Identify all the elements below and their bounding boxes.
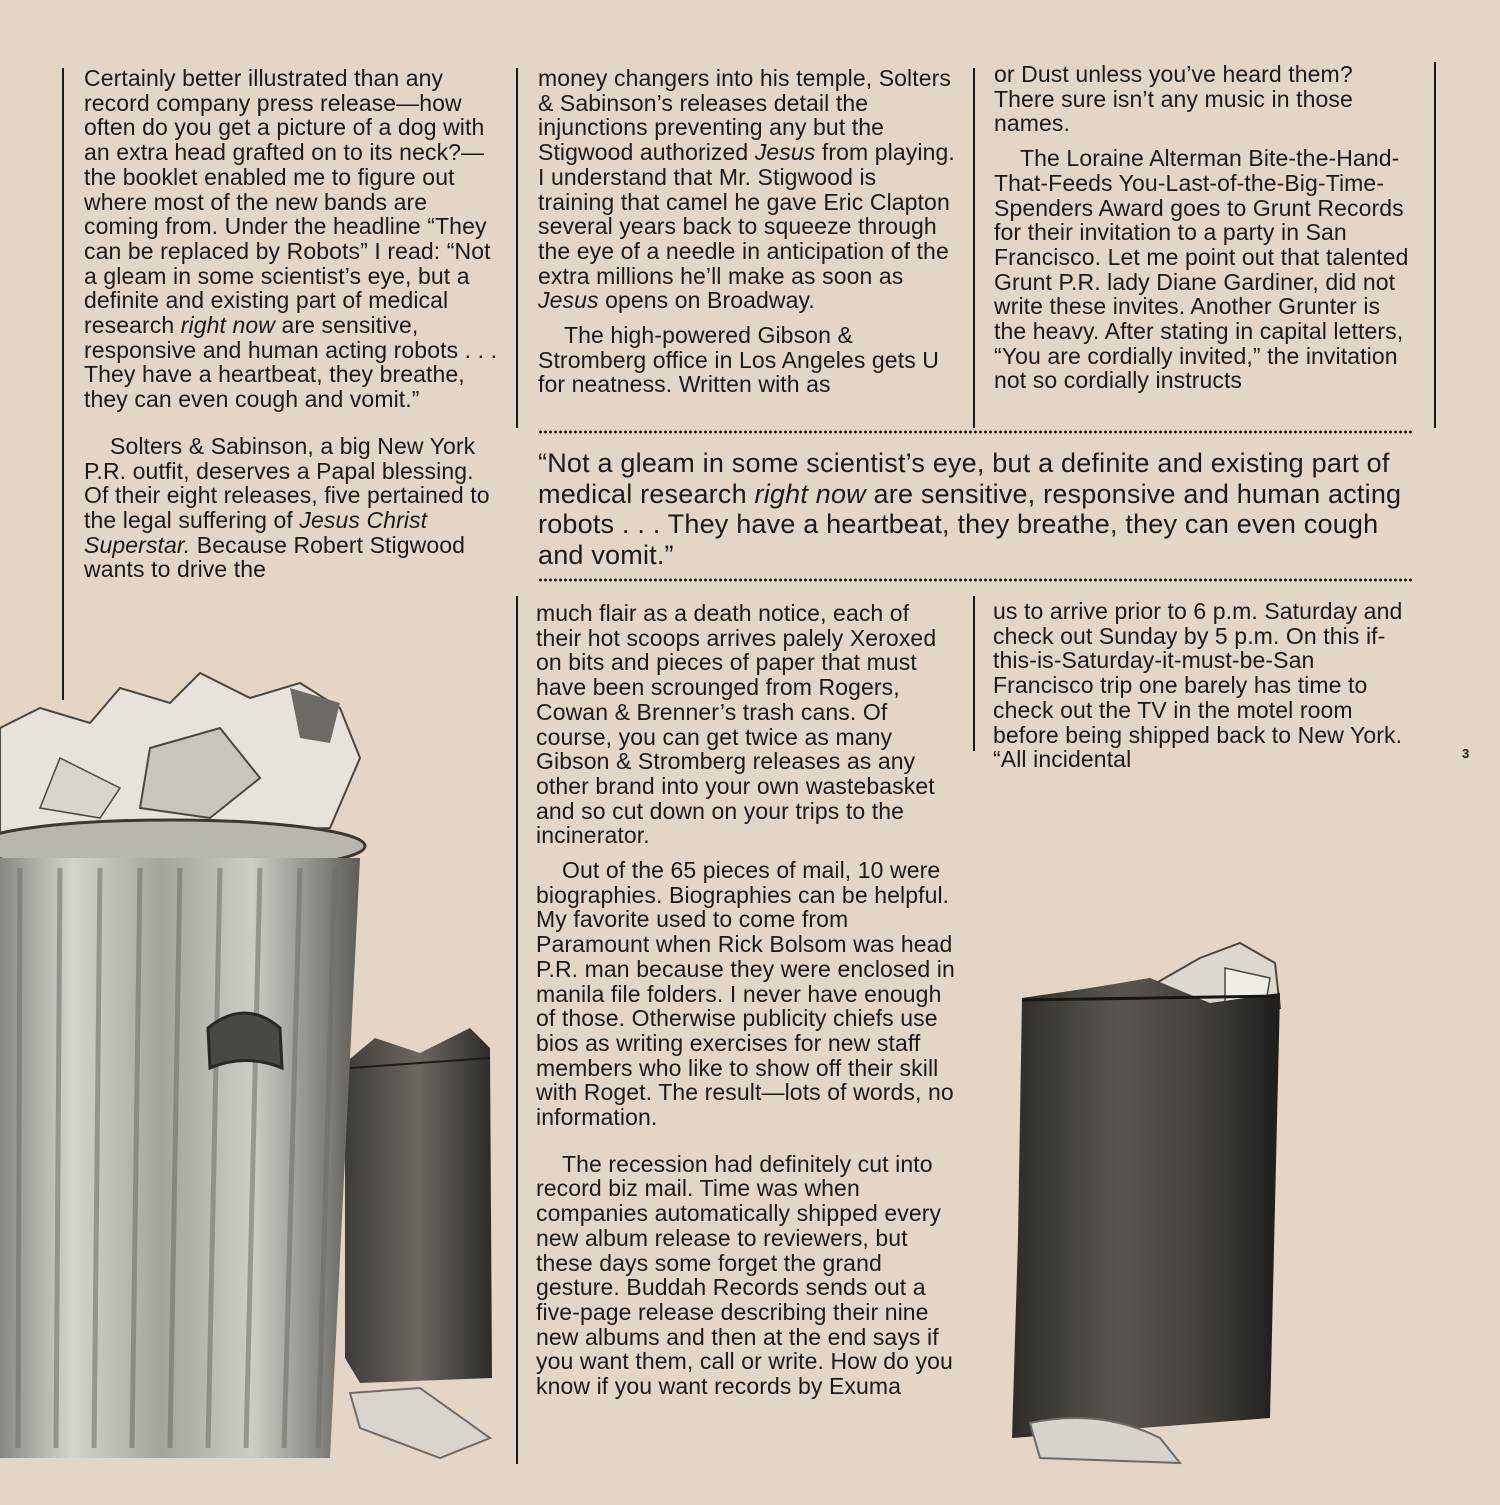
article-column-3-top — [994, 62, 1414, 393]
paragraph: Out of the 65 pieces of mail, 10 were biographies. Biographies can be helpful. My favorite used to come from Paramount when Rick Bolsom was head P.R. man because they were enclosed in manila file folders. I never have enough of those. Otherwise publicity chiefs use bios as writing exercises for new staff members who like to show off their skill with Roget. The result—lots of words, no information. — [536, 857, 955, 1131]
article-column-1 — [84, 66, 504, 582]
column-rule-4 — [1434, 62, 1436, 428]
paragraph: us to arrive prior to 6 p.m. Saturday and check out Sunday by 5 p.m. On this if-this-is-Saturday-it-must-be-San Francisco trip one barely has time to check out the TV in the motel room before being shipped back to New York. “All incidental — [993, 598, 1403, 773]
column-rule-3 — [973, 68, 975, 428]
pullquote-top-border — [538, 430, 1412, 434]
column-rule-1 — [62, 68, 64, 700]
paragraph: Certainly better illustrated than any record company press release—how often do you get a picture of a dog with an extra head grafted on to its neck?—the booklet enabled me to figure out where most of the new bands are coming from. Under the headline “They can be replaced by Robots” I read: “Not a gleam in some scientist’s eye, but a definite and existing part of medical research right now are sensitive, responsive and human acting robots . . . They have a heartbeat, they breathe, they can even cough and vomit.” — [84, 65, 498, 413]
paragraph: money changers into his temple, Solters & Sabinson’s releases detail the injunctions preventing any but the Stigwood authorized Jesus from playing. I understand that Mr. Stigwood is training that camel he gave Eric Clapton several years back to squeeze through the eye of a needle in anticipation of the extra millions he’ll make as soon as Jesus opens on Broadway. — [538, 65, 955, 314]
article-column-3-bottom — [993, 599, 1413, 772]
paragraph: The Loraine Alterman Bite-the-Hand-That-Feeds You-Last-of-the-Big-Time-Spenders Award goes to Grunt Records for their invitation to a party in San Francisco. Let me point out that talented Grunt P.R. lady Diane Gardiner, did not write these invites. Another Grunter is the heavy. After stating in capital letters, “You are cordially invited,” the invitation not so cordially instructs — [994, 145, 1409, 394]
column-rule-6 — [973, 596, 975, 751]
pullquote-text: “Not a gleam in some scientist’s eye, but a definite and existing part of medical research right now are sensitive, responsive and human acting robots . . . They have a heartbeat, they breathe, they can even cough and vomit.” — [538, 448, 1402, 570]
paragraph: or Dust unless you’ve heard them? There sure isn’t any music in those names. — [994, 61, 1353, 137]
column-rule-2 — [516, 68, 518, 428]
pullquote — [538, 448, 1418, 570]
paragraph: Solters & Sabinson, a big New York P.R. outfit, deserves a Papal blessing. Of their eight releases, five pertained to the legal suffering of Jesus Christ Superstar. Because Robert Stigwood wants to drive the — [84, 432, 490, 583]
article-column-2-bottom — [536, 601, 956, 1399]
article-column-2-top — [538, 66, 958, 397]
paragraph: The recession had definitely cut into record biz mail. Time was when companies automatically shipped every new album release to reviewers, but these days some forget the grand gesture. Buddah Records sends out a five-page release describing their nine new albums and then at the end says if you want them, call or write. How do you know if you want records by Exuma — [536, 1150, 953, 1400]
paper-bag-photo — [1000, 938, 1310, 1468]
page-number: 3 — [1462, 746, 1470, 761]
trash-can-photo — [0, 668, 500, 1478]
pullquote-bottom-border — [538, 578, 1412, 582]
column-rule-5 — [516, 596, 518, 1464]
paragraph: The high-powered Gibson & Stromberg office in Los Angeles gets U for neatness. Written with as — [538, 322, 939, 398]
paragraph: much flair as a death notice, each of their hot scoops arrives palely Xeroxed on bits and pieces of paper that must have been scrounged from Rogers, Cowan & Brenner’s trash cans. Of course, you can get twice as many Gibson & Stromberg releases as any other brand into your own wastebasket and so cut down on your trips to the incinerator. — [536, 600, 937, 849]
